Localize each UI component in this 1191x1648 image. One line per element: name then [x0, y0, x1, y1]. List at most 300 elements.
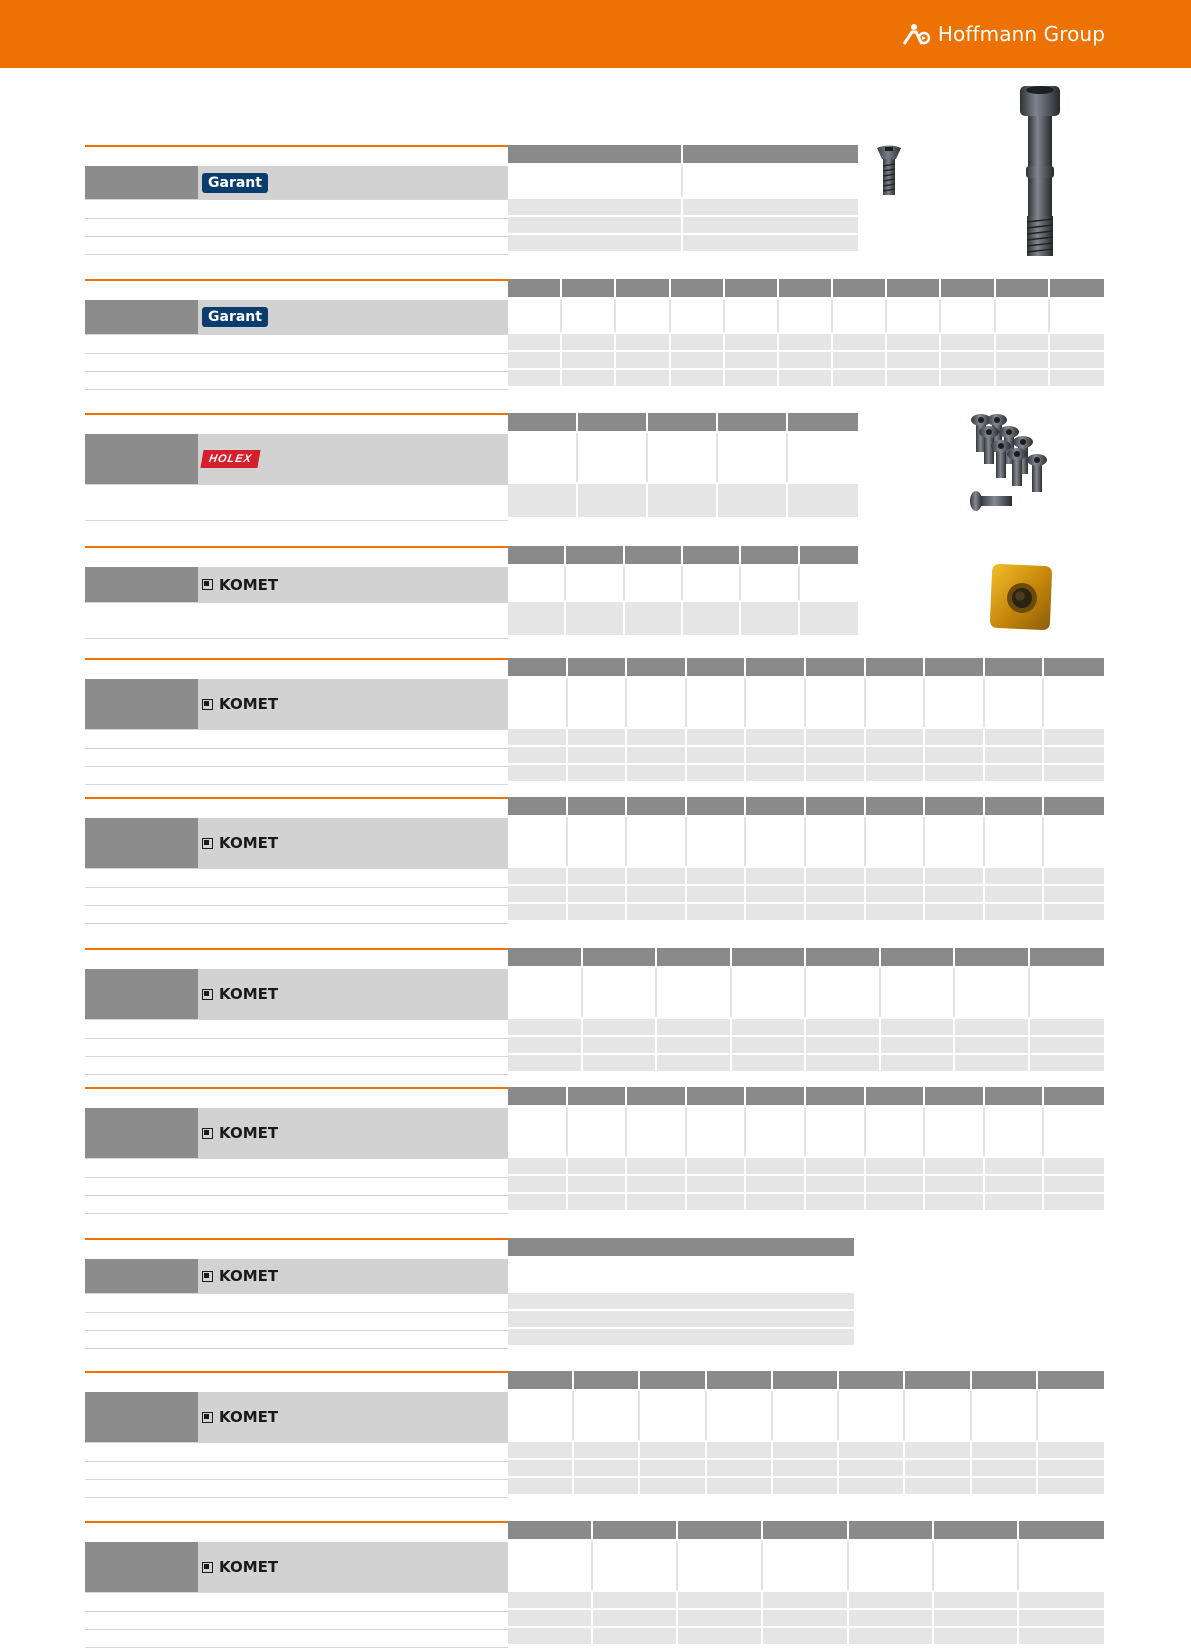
table-header-cell	[687, 658, 746, 676]
table-cell	[508, 299, 562, 332]
table-cell	[849, 1592, 934, 1608]
brand-logo-text: KOMET	[219, 1408, 279, 1426]
table-header-cell	[508, 1521, 593, 1539]
section-label-block	[85, 818, 198, 868]
table-cell	[616, 370, 671, 386]
table-header-cell	[508, 797, 568, 815]
table-cell	[806, 1158, 866, 1174]
section-header-band	[85, 1259, 508, 1293]
row-divider	[85, 1293, 508, 1294]
table-cell	[934, 1610, 1019, 1626]
table-cell	[833, 370, 887, 386]
table-cell	[508, 370, 562, 386]
table-cell	[833, 334, 887, 350]
table-cell	[707, 1478, 773, 1494]
section-label-block	[85, 969, 198, 1019]
table-cell	[741, 602, 800, 635]
table-cell	[1044, 1194, 1104, 1210]
table-header-cell	[718, 413, 788, 431]
table-cell	[746, 1158, 806, 1174]
table-cell	[678, 1628, 763, 1644]
table-cell	[707, 1460, 773, 1476]
table-cell	[925, 765, 985, 781]
table-cell	[508, 1019, 583, 1035]
table-cell	[687, 678, 746, 727]
table-cell	[707, 1442, 773, 1458]
table-cell	[574, 1442, 640, 1458]
table-header-cell	[763, 1521, 849, 1539]
table-cell	[1044, 1176, 1104, 1192]
section-label-block	[85, 567, 198, 602]
table-cell	[985, 817, 1044, 866]
table-cell	[508, 1391, 574, 1440]
section-divider	[85, 1087, 508, 1089]
table-cell	[806, 765, 866, 781]
table-cell	[574, 1478, 640, 1494]
table-cell	[972, 1478, 1038, 1494]
table-cell	[972, 1391, 1038, 1440]
table-header-cell	[905, 1371, 972, 1389]
table-cell	[996, 299, 1050, 332]
table-header-cell	[508, 145, 683, 163]
komet-logo	[202, 1124, 278, 1142]
table-header-cell	[1019, 1521, 1104, 1539]
komet-mark-icon	[202, 838, 213, 849]
table-cell	[1044, 1158, 1104, 1174]
table-cell	[508, 235, 683, 251]
table-cell	[905, 1391, 972, 1440]
table-cell	[508, 1442, 574, 1458]
table-cell	[866, 817, 925, 866]
table-cell	[640, 1391, 707, 1440]
table-cell	[800, 566, 858, 600]
table-cell	[866, 678, 925, 727]
table-cell	[1038, 1442, 1104, 1458]
table-cell	[746, 904, 806, 920]
table-cell	[839, 1478, 905, 1494]
table-cell	[583, 1037, 657, 1053]
section-header-band	[85, 1392, 508, 1442]
table-cell	[627, 1176, 687, 1192]
table-cell	[568, 817, 627, 866]
table-cell	[806, 968, 881, 1017]
table-header-cell	[887, 279, 941, 297]
row-divider	[85, 1312, 508, 1313]
table-cell	[1019, 1610, 1104, 1626]
table-cell	[866, 1176, 925, 1192]
table-cell	[839, 1391, 905, 1440]
table-cell	[1030, 1055, 1104, 1071]
table-header-cell	[746, 658, 806, 676]
table-cell	[648, 484, 718, 517]
table-cell	[1030, 1037, 1104, 1053]
table-cell	[985, 868, 1044, 884]
table-cell	[773, 1478, 839, 1494]
table-cell	[508, 433, 578, 482]
row-divider	[85, 1442, 508, 1443]
table-cell	[732, 1055, 806, 1071]
table-cell	[925, 678, 985, 727]
brand-logo-text: Garant	[208, 174, 262, 191]
row-divider	[85, 748, 508, 749]
table-cell	[508, 817, 568, 866]
table-cell	[779, 370, 833, 386]
table-header-cell	[925, 1087, 985, 1105]
table-cell	[985, 904, 1044, 920]
table-cell	[746, 817, 806, 866]
row-divider	[85, 1074, 508, 1075]
table-header-cell	[849, 1521, 934, 1539]
table-cell	[1044, 678, 1104, 727]
section-label-block	[85, 166, 198, 199]
gold-insert-image	[986, 562, 1056, 634]
table-cell	[746, 765, 806, 781]
table-cell	[996, 334, 1050, 350]
row-divider	[85, 1177, 508, 1178]
brand-logo-text: KOMET	[219, 985, 279, 1003]
row-divider	[85, 484, 508, 485]
table-cell	[773, 1460, 839, 1476]
table-cell	[627, 1158, 687, 1174]
table-cell	[1050, 370, 1104, 386]
row-divider	[85, 1629, 508, 1630]
table-cell	[508, 1628, 593, 1644]
table-cell	[887, 352, 941, 368]
table-cell	[508, 1158, 568, 1174]
row-divider	[85, 1497, 508, 1498]
table-cell	[687, 1176, 746, 1192]
table-cell	[583, 1055, 657, 1071]
brand-logo-text: HOLEX	[207, 453, 253, 465]
section-header-band	[85, 679, 508, 729]
table-cell	[687, 1158, 746, 1174]
table-cell	[985, 1107, 1044, 1156]
table-cell	[1038, 1460, 1104, 1476]
table-cell	[1044, 817, 1104, 866]
row-divider	[85, 1479, 508, 1480]
table-cell	[678, 1610, 763, 1626]
row-divider	[85, 254, 508, 255]
table-cell	[887, 334, 941, 350]
row-divider	[85, 1038, 508, 1039]
table-cell	[687, 886, 746, 902]
table-cell	[640, 1460, 707, 1476]
table-cell	[941, 299, 996, 332]
table-cell	[574, 1460, 640, 1476]
row-divider	[85, 905, 508, 906]
table-cell	[925, 1176, 985, 1192]
table-header-cell	[866, 658, 925, 676]
table-cell	[508, 217, 683, 233]
table-cell	[746, 1176, 806, 1192]
table-cell	[746, 1107, 806, 1156]
table-cell	[568, 747, 627, 763]
table-cell	[763, 1610, 849, 1626]
table-cell	[508, 199, 683, 215]
table-header-cell	[683, 546, 741, 564]
table-cell	[732, 1019, 806, 1035]
table-cell	[955, 1055, 1030, 1071]
table-cell	[934, 1541, 1019, 1590]
row-divider	[85, 1348, 508, 1349]
table-header-cell	[741, 546, 800, 564]
section-label-block	[85, 1108, 198, 1158]
table-header-cell	[508, 413, 578, 431]
table-cell	[568, 765, 627, 781]
table-cell	[763, 1592, 849, 1608]
row-divider	[85, 353, 508, 354]
table-cell	[578, 484, 648, 517]
table-cell	[1030, 968, 1104, 1017]
table-cell	[985, 678, 1044, 727]
table-header-cell	[746, 797, 806, 815]
table-cell	[1044, 868, 1104, 884]
table-cell	[508, 765, 568, 781]
table-cell	[1038, 1391, 1104, 1440]
table-cell	[627, 904, 687, 920]
table-cell	[833, 299, 887, 332]
table-header-cell	[616, 279, 671, 297]
table-cell	[657, 1019, 732, 1035]
komet-logo	[202, 576, 278, 594]
table-header-cell	[574, 1371, 640, 1389]
table-cell	[508, 165, 683, 197]
garant-logo	[202, 173, 268, 193]
table-cell	[806, 868, 866, 884]
table-header-cell	[985, 1087, 1044, 1105]
table-header-cell	[568, 797, 627, 815]
table-cell	[574, 1391, 640, 1440]
komet-mark-icon	[202, 1128, 213, 1139]
table-cell	[627, 1107, 687, 1156]
table-cell	[718, 484, 788, 517]
table-header-cell	[583, 948, 657, 966]
table-header-cell	[806, 948, 881, 966]
table-header-cell	[1044, 658, 1104, 676]
table-header-cell	[1044, 1087, 1104, 1105]
table-cell	[763, 1541, 849, 1590]
section-divider	[85, 413, 508, 415]
table-header-cell	[779, 279, 833, 297]
table-cell	[746, 747, 806, 763]
table-cell	[934, 1628, 1019, 1644]
section-divider	[85, 797, 508, 799]
table-cell	[593, 1610, 678, 1626]
table-header-cell	[568, 658, 627, 676]
holex-logo	[200, 450, 260, 468]
table-cell	[881, 1055, 955, 1071]
table-cell	[881, 1019, 955, 1035]
table-cell	[508, 1293, 854, 1309]
table-cell	[866, 1158, 925, 1174]
table-cell	[687, 747, 746, 763]
table-cell	[925, 886, 985, 902]
brand-logo-text: KOMET	[219, 1267, 279, 1285]
table-cell	[627, 817, 687, 866]
table-cell	[508, 1055, 583, 1071]
section-header-band	[85, 434, 508, 484]
table-cell	[1044, 747, 1104, 763]
table-cell	[985, 1158, 1044, 1174]
komet-mark-icon	[202, 1271, 213, 1282]
table-cell	[508, 1460, 574, 1476]
section-divider	[85, 1238, 508, 1240]
table-header-cell	[566, 546, 625, 564]
hoffmann-mark-icon	[902, 23, 932, 45]
table-header-cell	[568, 1087, 627, 1105]
section-divider	[85, 948, 508, 950]
table-header-cell	[562, 279, 616, 297]
row-divider	[85, 887, 508, 888]
table-cell	[568, 1158, 627, 1174]
section-header-band	[85, 567, 508, 602]
table-cell	[508, 1194, 568, 1210]
table-cell	[746, 1194, 806, 1210]
table-cell	[683, 165, 858, 197]
table-cell	[741, 566, 800, 600]
table-cell	[625, 602, 683, 635]
table-cell	[972, 1460, 1038, 1476]
table-cell	[671, 299, 725, 332]
table-cell	[1019, 1592, 1104, 1608]
table-cell	[996, 352, 1050, 368]
table-header-cell	[985, 658, 1044, 676]
table-cell	[725, 299, 779, 332]
table-cell	[583, 1019, 657, 1035]
table-cell	[687, 868, 746, 884]
table-header-cell	[866, 1087, 925, 1105]
komet-logo	[202, 1267, 278, 1285]
table-header-cell	[671, 279, 725, 297]
row-divider	[85, 1195, 508, 1196]
table-cell	[648, 433, 718, 482]
table-cell	[718, 433, 788, 482]
section-divider	[85, 1521, 508, 1523]
table-cell	[1044, 729, 1104, 745]
table-cell	[683, 217, 858, 233]
table-cell	[806, 1107, 866, 1156]
table-cell	[763, 1628, 849, 1644]
brand-logo-text: KOMET	[219, 1124, 279, 1142]
table-cell	[508, 886, 568, 902]
komet-mark-icon	[202, 579, 213, 590]
table-cell	[887, 299, 941, 332]
row-divider	[85, 602, 508, 603]
table-cell	[887, 370, 941, 386]
table-cell	[985, 729, 1044, 745]
row-divider	[85, 1461, 508, 1462]
table-cell	[866, 886, 925, 902]
table-header-cell	[866, 797, 925, 815]
table-header-cell	[800, 546, 858, 564]
table-cell	[1030, 1019, 1104, 1035]
table-cell	[568, 868, 627, 884]
section-divider	[85, 145, 508, 147]
table-cell	[687, 817, 746, 866]
row-divider	[85, 236, 508, 237]
section-header-band	[85, 818, 508, 868]
table-cell	[678, 1592, 763, 1608]
table-cell	[985, 747, 1044, 763]
table-cell	[508, 1592, 593, 1608]
table-cell	[881, 968, 955, 1017]
table-cell	[616, 334, 671, 350]
table-header-cell	[508, 1371, 574, 1389]
row-divider	[85, 520, 508, 521]
table-cell	[806, 729, 866, 745]
long-screw-image	[1018, 84, 1062, 258]
row-divider	[85, 1056, 508, 1057]
table-header-cell	[806, 797, 866, 815]
section-label-block	[85, 300, 198, 334]
table-cell	[508, 968, 583, 1017]
row-divider	[85, 1019, 508, 1020]
table-cell	[905, 1442, 972, 1458]
table-cell	[806, 817, 866, 866]
table-header-cell	[833, 279, 887, 297]
table-header-cell	[640, 1371, 707, 1389]
table-cell	[627, 747, 687, 763]
komet-logo	[202, 695, 278, 713]
small-screw-image	[876, 144, 902, 200]
table-cell	[779, 352, 833, 368]
table-header-cell	[578, 413, 648, 431]
brand-logo-text: KOMET	[219, 834, 279, 852]
table-header-cell	[773, 1371, 839, 1389]
table-cell	[849, 1610, 934, 1626]
section-divider	[85, 1371, 508, 1373]
table-cell	[985, 765, 1044, 781]
table-cell	[508, 868, 568, 884]
table-cell	[985, 1194, 1044, 1210]
table-cell	[788, 484, 858, 517]
table-cell	[508, 1176, 568, 1192]
table-header-cell	[732, 948, 806, 966]
table-cell	[746, 868, 806, 884]
table-cell	[687, 765, 746, 781]
table-cell	[593, 1592, 678, 1608]
table-cell	[833, 352, 887, 368]
brand-logo-text: KOMET	[219, 695, 279, 713]
table-cell	[972, 1442, 1038, 1458]
table-cell	[593, 1541, 678, 1590]
table-cell	[773, 1391, 839, 1440]
section-label-block	[85, 434, 198, 484]
table-header-cell	[1050, 279, 1104, 297]
table-cell	[508, 1610, 593, 1626]
table-cell	[657, 1037, 732, 1053]
table-header-cell	[508, 279, 562, 297]
row-divider	[85, 389, 508, 390]
brand-logo-text: KOMET	[219, 1558, 279, 1576]
table-cell	[508, 352, 562, 368]
table-cell	[925, 1107, 985, 1156]
table-cell	[806, 1019, 881, 1035]
komet-mark-icon	[202, 989, 213, 1000]
table-cell	[1050, 352, 1104, 368]
table-header-cell	[955, 948, 1030, 966]
row-divider	[85, 638, 508, 639]
table-cell	[687, 1107, 746, 1156]
hoffmann-logo[interactable]	[902, 20, 1105, 48]
table-cell	[687, 729, 746, 745]
table-header-cell	[707, 1371, 773, 1389]
row-divider	[85, 729, 508, 730]
row-divider	[85, 371, 508, 372]
section-divider	[85, 546, 508, 548]
table-cell	[925, 729, 985, 745]
table-cell	[683, 602, 741, 635]
